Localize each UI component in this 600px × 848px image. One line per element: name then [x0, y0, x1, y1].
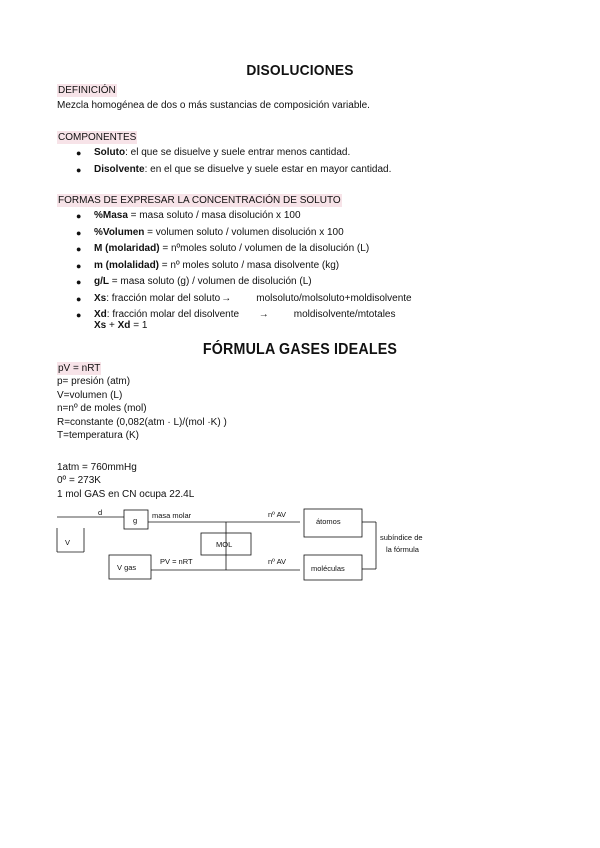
label-nav-top: nº AV [268, 510, 287, 519]
gas-facts [57, 461, 194, 501]
list-item: ● Xd: fracción molar del disolvente → moldisolvente/mtotales [57, 307, 412, 324]
label-v-gas: V gas [117, 563, 137, 572]
bullet-icon: ● [76, 227, 82, 238]
list-item: ● Soluto: el que se disuelve y suele entrar menos cantidad. [57, 145, 391, 162]
bullet-icon: ● [76, 277, 82, 287]
variable-line: T=temperatura (K) [57, 430, 139, 442]
variable-line: V=volumen (L) [57, 389, 123, 401]
bullet-icon: ● [76, 211, 82, 221]
label-moleculas: moléculas [311, 564, 345, 573]
list-item: ● M (molaridad) = nºmoles soluto / volumen de la disolución (L) [57, 241, 412, 258]
list-item: ● m (molalidad) = nº moles soluto / masa disolvente (kg) [57, 258, 412, 275]
bullet-icon: ● [76, 260, 82, 271]
list-item: ● %Volumen = volumen soluto / volumen disolución x 100 [57, 225, 412, 242]
formas-list [57, 208, 412, 324]
gas-formula: pV = nRT [58, 363, 101, 374]
list-item: ● Disolvente: en el que se disuelve y suele estar en mayor cantidad. [57, 162, 391, 179]
variable-line: p= presión (atm) [57, 376, 131, 388]
definicion-text: Mezcla homogénea de dos o más sustancias de composición variable. [57, 100, 370, 111]
label-mol: MOL [216, 540, 233, 549]
page-title: DISOLUCIONES [246, 62, 354, 79]
label-subindice-1: subíndice de [380, 533, 423, 542]
label-subindice-2: la fórmula [386, 545, 419, 554]
fact-line: 0º = 273K [57, 475, 101, 487]
variable-line: R=constante (0,082(atm · L)/(mol ·K) ) [57, 416, 227, 428]
fact-line: 1 mol GAS en CN ocupa 22.4L [57, 488, 195, 500]
variable-line: n=nº de moles (mol) [57, 403, 147, 415]
label-atomos: átomos [316, 517, 341, 526]
fact-line: 1atm = 760mmHg [57, 462, 137, 473]
label-g: g [133, 516, 138, 525]
componentes-list [57, 145, 391, 178]
gas-formula-block [57, 362, 227, 442]
bullet-icon: ● [76, 293, 82, 304]
label-pv-nrt: PV = nRT [160, 557, 193, 566]
list-item: ● Xs: fracción molar del soluto→ molsoluto/molsoluto+moldisolvente [57, 291, 412, 308]
list-item: ● %Masa = masa soluto / masa disolución x 100 [57, 208, 412, 225]
componentes-heading: COMPONENTES [58, 132, 137, 143]
definicion-heading: DEFINICIÓN [58, 85, 116, 96]
arrow-icon: → [258, 309, 269, 320]
fraction-sum: Xs + Xd = 1 [94, 320, 148, 331]
label-d: d [98, 508, 103, 517]
label-v: V [65, 538, 71, 547]
section-title-gases: FÓRMULA GASES IDEALES [202, 341, 398, 358]
list-item: ● g/L = masa soluto (g) / volumen de disolución (L) [57, 274, 412, 291]
label-masa-molar: masa molar [152, 511, 192, 520]
bullet-icon: ● [76, 164, 82, 175]
bullet-icon: ● [76, 148, 82, 158]
arrow-icon: → [221, 292, 232, 304]
bullet-icon: ● [76, 244, 82, 254]
bullet-icon: ● [76, 310, 82, 320]
formas-heading: FORMAS DE EXPRESAR LA CONCENTRACIÓN DE SOLUTO [58, 195, 341, 206]
conversion-diagram [0, 500, 600, 590]
label-nav-bottom: nº AV [268, 557, 287, 566]
